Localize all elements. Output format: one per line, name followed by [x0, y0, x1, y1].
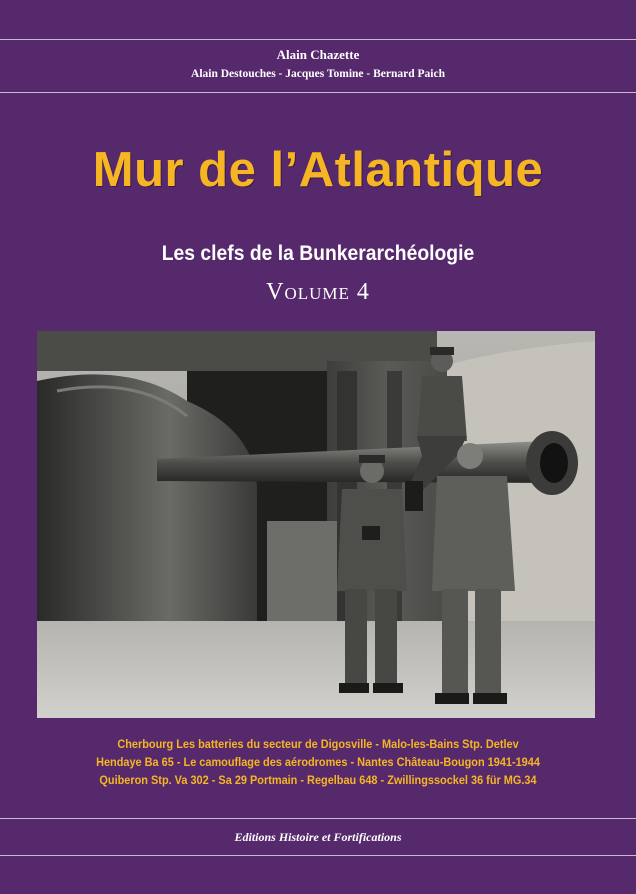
footer-rule-top — [0, 818, 636, 819]
topics-line-1: Cherbourg Les batteries du secteur de Digosville - Malo-les-Bains Stp. Detlev — [117, 739, 519, 751]
book-title: Mur de l’Atlantique — [92, 143, 544, 197]
header-rule — [0, 92, 636, 93]
footer-rule-bottom — [0, 855, 636, 856]
topics-line-2: Hendaye Ba 65 - Le camouflage des aérodromes - Nantes Château-Bougon 1941-1944 — [96, 757, 540, 769]
book-subtitle: Les clefs de la Bunkerarchéologie — [161, 242, 475, 265]
bunker-gun-photo — [37, 331, 595, 718]
topics-line-3: Quiberon Stp. Va 302 - Sa 29 Portmain - Regelbau 648 - Zwillingssockel 36 für MG.34 — [99, 775, 537, 787]
co-authors: Alain Destouches - Jacques Tomine - Bernard Paich — [191, 68, 445, 80]
top-rule — [0, 39, 636, 40]
volume-label: Volume 4 — [266, 279, 370, 305]
main-author: Alain Chazette — [276, 47, 360, 62]
cover-photo — [37, 331, 595, 718]
publisher-name: Editions Histoire et Fortifications — [234, 830, 402, 844]
